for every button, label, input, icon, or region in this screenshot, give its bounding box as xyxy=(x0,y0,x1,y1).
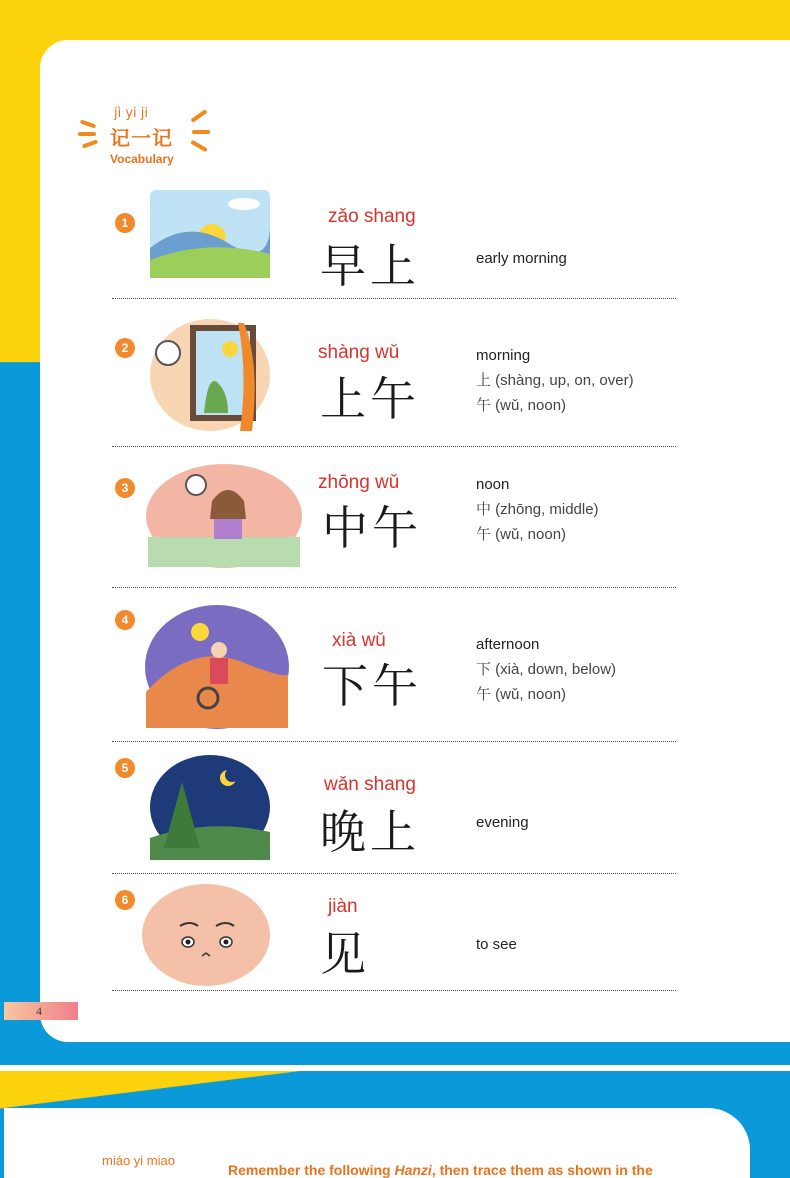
window-picture xyxy=(148,313,272,433)
vocab-row xyxy=(110,299,676,447)
pinyin-text: wǎn shang xyxy=(324,774,416,795)
ray-icon xyxy=(80,119,96,128)
face-picture xyxy=(140,882,272,988)
meaning-block xyxy=(476,472,599,547)
header-hanzi: 记一记 xyxy=(110,126,173,150)
lunch-picture xyxy=(144,461,304,571)
meaning-text: early morning xyxy=(476,250,567,267)
instruction-hanzi: Hanzi xyxy=(394,1162,432,1178)
hanzi-text: 中午 xyxy=(322,501,422,555)
meaning-text: evening xyxy=(476,814,529,831)
meaning-block xyxy=(476,246,567,271)
vocab-row xyxy=(110,874,676,991)
character-breakdown: 午 (wǔ, noon) xyxy=(476,686,567,703)
instruction-start: Remember the following xyxy=(228,1162,395,1178)
night-picture xyxy=(148,752,272,862)
item-number: 4 xyxy=(115,610,135,630)
item-number: 5 xyxy=(115,758,135,778)
ray-icon xyxy=(192,130,210,134)
vocab-row xyxy=(110,186,676,299)
page-number: 4 xyxy=(4,1002,78,1020)
ray-icon xyxy=(82,139,98,148)
character-breakdown: 上 (shàng, up, on, over) xyxy=(476,372,634,389)
next-section-header xyxy=(102,1150,175,1169)
meaning-text: noon xyxy=(476,476,510,493)
header-pinyin: jì yi ji xyxy=(114,106,149,121)
meaning-text: to see xyxy=(476,936,517,953)
pinyin-text: jiàn xyxy=(328,896,358,917)
meaning-block xyxy=(476,810,529,835)
ray-icon xyxy=(190,140,208,152)
pinyin-text: xià wǔ xyxy=(332,630,386,651)
pinyin-text: zǎo shang xyxy=(328,206,416,227)
instruction-end: , then trace them as shown in the xyxy=(431,1162,653,1178)
meaning-text: morning xyxy=(476,347,531,364)
hanzi-text: 晚上 xyxy=(320,805,420,859)
ray-icon xyxy=(78,132,96,136)
vocab-row xyxy=(110,447,676,588)
pinyin-text: shàng wǔ xyxy=(318,342,400,363)
item-number: 3 xyxy=(115,478,135,498)
hanzi-text: 早上 xyxy=(320,239,420,293)
sunrise-picture xyxy=(148,188,272,280)
next-section-pinyin: miáo yi miao xyxy=(102,1153,175,1168)
item-number: 2 xyxy=(115,338,135,358)
character-breakdown: 下 (xià, down, below) xyxy=(476,661,617,678)
hanzi-text: 下午 xyxy=(322,659,422,713)
pinyin-text: zhōng wǔ xyxy=(318,472,400,493)
vocabulary-header xyxy=(78,100,218,170)
character-breakdown: 午 (wǔ, noon) xyxy=(476,397,567,414)
vocab-row xyxy=(110,588,676,742)
meaning-block xyxy=(476,632,616,707)
next-section-instruction xyxy=(228,1162,653,1178)
header-label: Vocabulary xyxy=(110,152,174,166)
meaning-block xyxy=(476,343,634,418)
item-number: 6 xyxy=(115,890,135,910)
hanzi-text: 见 xyxy=(320,927,370,981)
vocab-row xyxy=(110,742,676,874)
meaning-block xyxy=(476,932,517,957)
cycling-picture xyxy=(142,602,292,732)
dotted-divider xyxy=(112,990,676,991)
character-breakdown: 午 (wǔ, noon) xyxy=(476,526,567,543)
meaning-text: afternoon xyxy=(476,636,540,653)
character-breakdown: 中 (zhōng, middle) xyxy=(476,501,599,518)
item-number: 1 xyxy=(115,213,135,233)
hanzi-text: 上午 xyxy=(320,372,420,426)
ray-icon xyxy=(190,109,207,123)
